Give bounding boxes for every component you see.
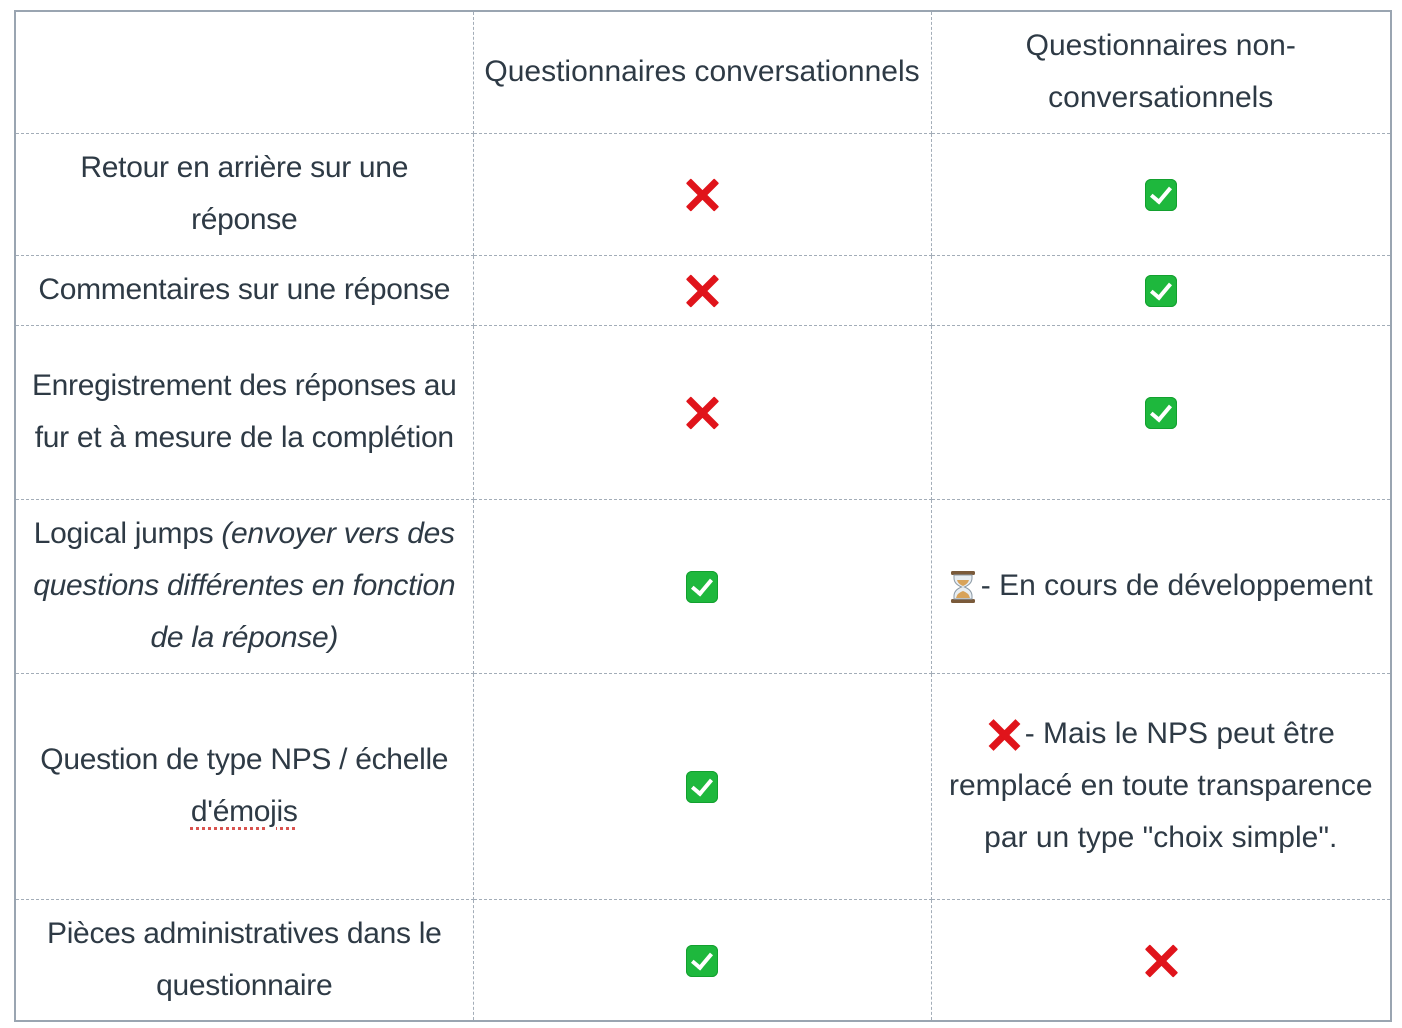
cross-mark-icon [684,395,720,431]
cross-mark-icon [684,177,720,213]
feature-label: Commentaires sur une réponse [15,255,473,325]
non-conversational-cell [931,325,1391,499]
non-conversational-cell [931,133,1391,255]
cross-mark-icon [1143,943,1179,979]
non-conversational-cell [931,673,1391,899]
feature-label: Retour en arrière sur une réponse [15,133,473,255]
header-empty-cell [15,11,473,133]
feature-label [15,673,473,899]
nps-note-text: - Mais le NPS peut être remplacé en toute transparence par un type "choix simple". [948,717,1373,854]
check-mark-button-icon [1145,397,1177,429]
table-row [15,325,1391,499]
table-row [15,673,1391,899]
header-non-conversational: Questionnaires non-conversationnels [931,11,1391,133]
conversational-cell [473,325,931,499]
non-conversational-cell [931,899,1391,1021]
check-mark-button-icon [686,945,718,977]
table-row [15,899,1391,1021]
check-mark-button-icon [686,571,718,603]
conversational-cell [473,673,931,899]
non-conversational-cell [931,255,1391,325]
table-row [15,255,1391,325]
feature-label-tail: d'émojis [190,795,298,828]
table-header-row [15,11,1391,133]
feature-note: (envoyer vers des questions différentes en fonction de la réponse) [33,517,456,654]
cross-mark-icon [987,718,1021,752]
feature-label-main: Question de type NPS / échelle [40,743,449,776]
conversational-cell [473,255,931,325]
conversational-cell [473,499,931,673]
table-row [15,499,1391,673]
feature-label-main: Logical jumps [33,517,214,550]
check-mark-button-icon [1145,275,1177,307]
comparison-table [14,10,1392,1022]
feature-label [15,499,473,673]
header-conversational: Questionnaires conversationnels [473,11,931,133]
conversational-cell [473,133,931,255]
feature-label: Enregistrement des réponses au fur et à mesure de la complétion [15,325,473,499]
hourglass-icon [949,570,977,604]
check-mark-button-icon [1145,179,1177,211]
in-progress-text: - En cours de développement [980,569,1373,602]
cross-mark-icon [684,273,720,309]
check-mark-button-icon [686,771,718,803]
feature-label: Pièces administratives dans le questionnaire [15,899,473,1021]
table-row [15,133,1391,255]
conversational-cell [473,899,931,1021]
non-conversational-cell [931,499,1391,673]
